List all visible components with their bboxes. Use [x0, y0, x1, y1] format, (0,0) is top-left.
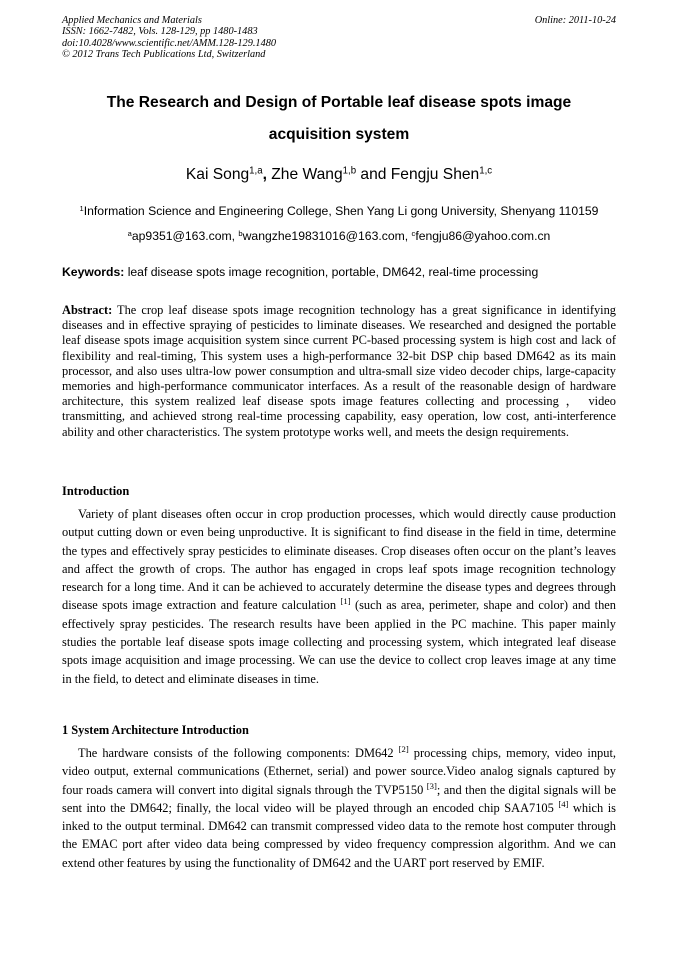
paper-title-line-2: acquisition system [268, 126, 410, 143]
abstract-text: The crop leaf disease spots image recognition technology has a great significance in identifying diseases and in effective spraying of pesticides to liminate diseases. We researched and designed the portable leaf disease spots image acquisition system since current PC-based processing system is high cost and lack of flexibility and real-timing, This system uses a high-performance 32-bit DSP chip based DM642 as its main processor, and also uses ultra-low power consumption and ultra-small size video decoder chips, large-capacity memories and high-performance communicator interfaces. As a result of the reasonable design of hardware architecture, this system realized leaf disease spots image features collecting and processing ， video transmitting, and achieved strong real-time processing capability, easy operation, low cost, anti-interference ability and other characteristics. The system prototype works well, and meets the design requirements. [62, 303, 616, 439]
intro-text: Variety of plant diseases often occur in crop production processes, which would directly cause production output cutting down or even being unproductive. It is significant to find disease in the field in time, determine the types and effectively spray pesticides to eliminate diseases. Crop diseases often occur on the plant’s leaves and affect the growth of crops. The author has engaged in crops leaf spots image recognition technology research for a long time. And it can be achieved to accurately determine the disease types and degrees through disease spots image extraction and feature calculation [62, 507, 616, 613]
author-name: Kai Song [185, 166, 250, 183]
email-address: fengju86@yahoo.com.cn [415, 229, 551, 243]
section-text: ; and then the digital signals will be sent into the DM642; finally, the local video will be played through an encoded chip SAA7105 [62, 782, 616, 815]
author-separator: , [262, 166, 272, 183]
issn-line: ISSN: 1662-7482, Vols. 128-129, pp 1480-1483 [62, 26, 258, 38]
online-date: Online: 2011-10-24 [534, 15, 616, 26]
author-affiliation-mark: 1,c [479, 165, 493, 177]
keywords-label: Keywords: [62, 265, 125, 279]
affiliation-mark: 1 [79, 203, 84, 213]
section-heading-introduction: Introduction [62, 484, 130, 498]
system-architecture-paragraph [62, 744, 616, 872]
affiliation [30, 204, 648, 218]
author-affiliation-mark: 1,b [342, 165, 357, 177]
email-address: ap9351@163.com, [131, 229, 239, 243]
abstract-label: Abstract: [62, 303, 113, 317]
author-name: Fengju Shen [390, 166, 480, 183]
author-list [40, 166, 638, 184]
paper-title-line-1: The Research and Design of Portable leaf disease spots image [106, 94, 572, 111]
citation-ref: [2] [398, 744, 409, 755]
author-emails [30, 229, 648, 243]
section-text: processing chips, memory, video input, video output, external communications (Ethernet, serial) and power source.Video analog signals captured by four roads camera will convert into digital signals through the TVP5150 [62, 746, 616, 797]
email-mark: b [238, 228, 243, 238]
author-separator: and [356, 166, 391, 183]
keywords [62, 265, 622, 279]
copyright-line: © 2012 Trans Tech Publications Ltd, Switzerland [62, 48, 266, 60]
intro-text: (such as area, perimeter, shape and color) and then effectively spray pesticides. The research results have been applied in the PC machine. This paper mainly studies the portable leaf disease spots image collecting and processing system, which integrated leaf disease spots image acquisition and image processing. We can use the device to collect crop leaves image at any time in the field, to detect and eliminate diseases in time. [62, 598, 617, 686]
section-text: The hardware consists of the following components: DM642 [78, 746, 399, 760]
journal-name: Applied Mechanics and Materials [62, 15, 202, 26]
email-address: wangzhe19831016@163.com, [242, 229, 412, 243]
section-heading-system-architecture: 1 System Architecture Introduction [62, 723, 249, 737]
author-name: Zhe Wang [271, 166, 343, 183]
introduction-paragraph [62, 505, 616, 688]
doi-line: doi:10.4028/www.scientific.net/AMM.128-129.1480 [62, 37, 277, 49]
citation-ref: [4] [558, 799, 569, 810]
email-mark: c [411, 228, 416, 238]
affiliation-text: Information Science and Engineering College, Shen Yang Li gong University, Shenyang 110159 [83, 204, 599, 218]
abstract [62, 303, 616, 440]
section-text: which is inked to the output terminal. DM642 can transmit compressed video data to the remote host computer through the EMAC port after video data being compressed by video frequency compression algorithm. And we can extend other features by using the functionality of DM642 and the UART port reserved by EMIF. [62, 800, 616, 870]
journal-header [62, 15, 616, 60]
author-affiliation-mark: 1,a [249, 165, 263, 177]
keywords-text: leaf disease spots image recognition, portable, DM642, real-time processing [124, 265, 539, 279]
email-mark: a [127, 228, 132, 238]
citation-ref: [3] [426, 780, 437, 791]
citation-ref: [1] [340, 596, 351, 607]
